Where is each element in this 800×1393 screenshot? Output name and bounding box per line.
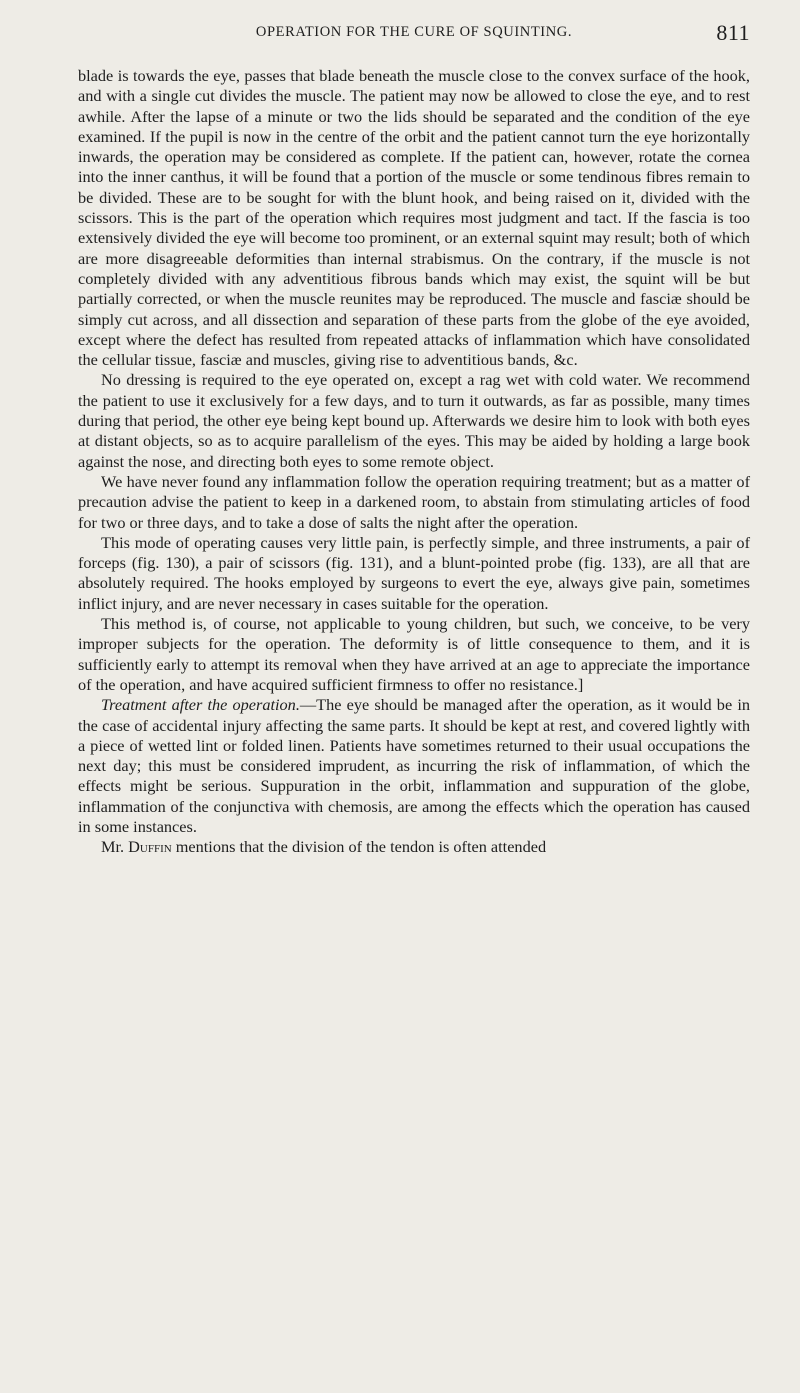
author-name: Duffin bbox=[128, 837, 172, 857]
paragraph-6 bbox=[78, 695, 750, 837]
paragraph-3: We have never found any inflammation follow the operation requiring treatment; but as a matter of precaution advise the patient to keep in a darkened room, to abstain from stimulating articles of food for two or three days, and to take a dose of salts the night after the operation. bbox=[78, 471, 750, 532]
book-page bbox=[78, 22, 750, 858]
paragraph-5: This method is, of course, not applicable to young children, but such, we conceive, to be very improper subjects for the operation. The deformity is of little consequence to them, and it is sufficiently early to attempt its removal when they have arrived at an age to appreciate the importance of the operation, and have acquired sufficient firmness to offer no resistance.] bbox=[78, 614, 750, 694]
paragraph-1: blade is towards the eye, passes that blade beneath the muscle close to the convex surface of the hook, and with a single cut divides the muscle. The patient may now be allowed to close the eye, and to rest awhile. After the lapse of a minute or two the lids should be separated and the condition of the eye examined. If the pupil is now in the centre of the orbit and the patient cannot turn the eye horizontally inwards, the operation may be considered as complete. If the patient can, however, rotate the cornea into the inner canthus, it will be found that a portion of the muscle or some tendinous fibres remain to be divided. These are to be sought for with the blunt hook, and being raised on it, divided with the scissors. This is the part of the operation which requires most judgment and tact. If the fascia is too extensively divided the eye will become too prominent, or an external squint may result; both of which are more disagreeable deformities than internal strabismus. On the contrary, if the muscle is not completely divided with any adventitious fibrous bands which may exist, the squint will be but partially corrected, or when the muscle reunites may be reproduced. The muscle and fasciæ should be simply cut across, and all dissection and separation of these parts from the globe of the eye avoided, except where the defect has resulted from repeated attacks of inflammation which have consolidated the cellular tissue, fasciæ and muscles, giving rise to adventitious bands, &c. bbox=[78, 66, 750, 370]
paragraph-6-text: —The eye should be managed after the operation, as it would be in the case of accidental injury affecting the same parts. It should be kept at rest, and covered lightly with a piece of wetted lint or folded linen. Patients have sometimes returned to their usual occupations the next day; this must be considered imprudent, as incurring the risk of inflammation, of which the effects might be serious. Suppuration in the orbit, inflammation and suppuration of the globe, inflammation of the conjunctiva with chemosis, are among the effects which the operation has caused in some instances. bbox=[78, 695, 750, 836]
paragraph-2: No dressing is required to the eye operated on, except a rag wet with cold water. We recommend the patient to use it exclusively for a few days, and to turn it outwards, as far as possible, many times during that period, the other eye being kept bound up. Afterwards we desire him to look with both eyes at distant objects, so as to acquire parallelism of the eyes. This may be aided by holding a large book against the nose, and directing both eyes to some remote object. bbox=[78, 370, 750, 471]
body-text bbox=[78, 66, 750, 858]
paragraph-7-prefix: Mr. bbox=[101, 837, 129, 857]
page-number: 811 bbox=[716, 20, 750, 45]
paragraph-4: This mode of operating causes very little pain, is perfectly simple, and three instruments, a pair of forceps (fig. 130), a pair of scissors (fig. 131), and a blunt-pointed probe (fig. 133), are all that are absolutely required. The hooks employed by surgeons to evert the eye, always give pain, sometimes inflict injury, and are never necessary in cases suitable for the operation. bbox=[78, 532, 750, 613]
paragraph-7-text: mentions that the division of the tendon is often attended bbox=[171, 837, 547, 857]
running-title: OPERATION FOR THE CURE OF SQUINTING. bbox=[255, 24, 573, 40]
section-lead: Treatment after the operation. bbox=[101, 695, 300, 715]
running-head bbox=[78, 22, 750, 52]
paragraph-7 bbox=[78, 837, 750, 857]
